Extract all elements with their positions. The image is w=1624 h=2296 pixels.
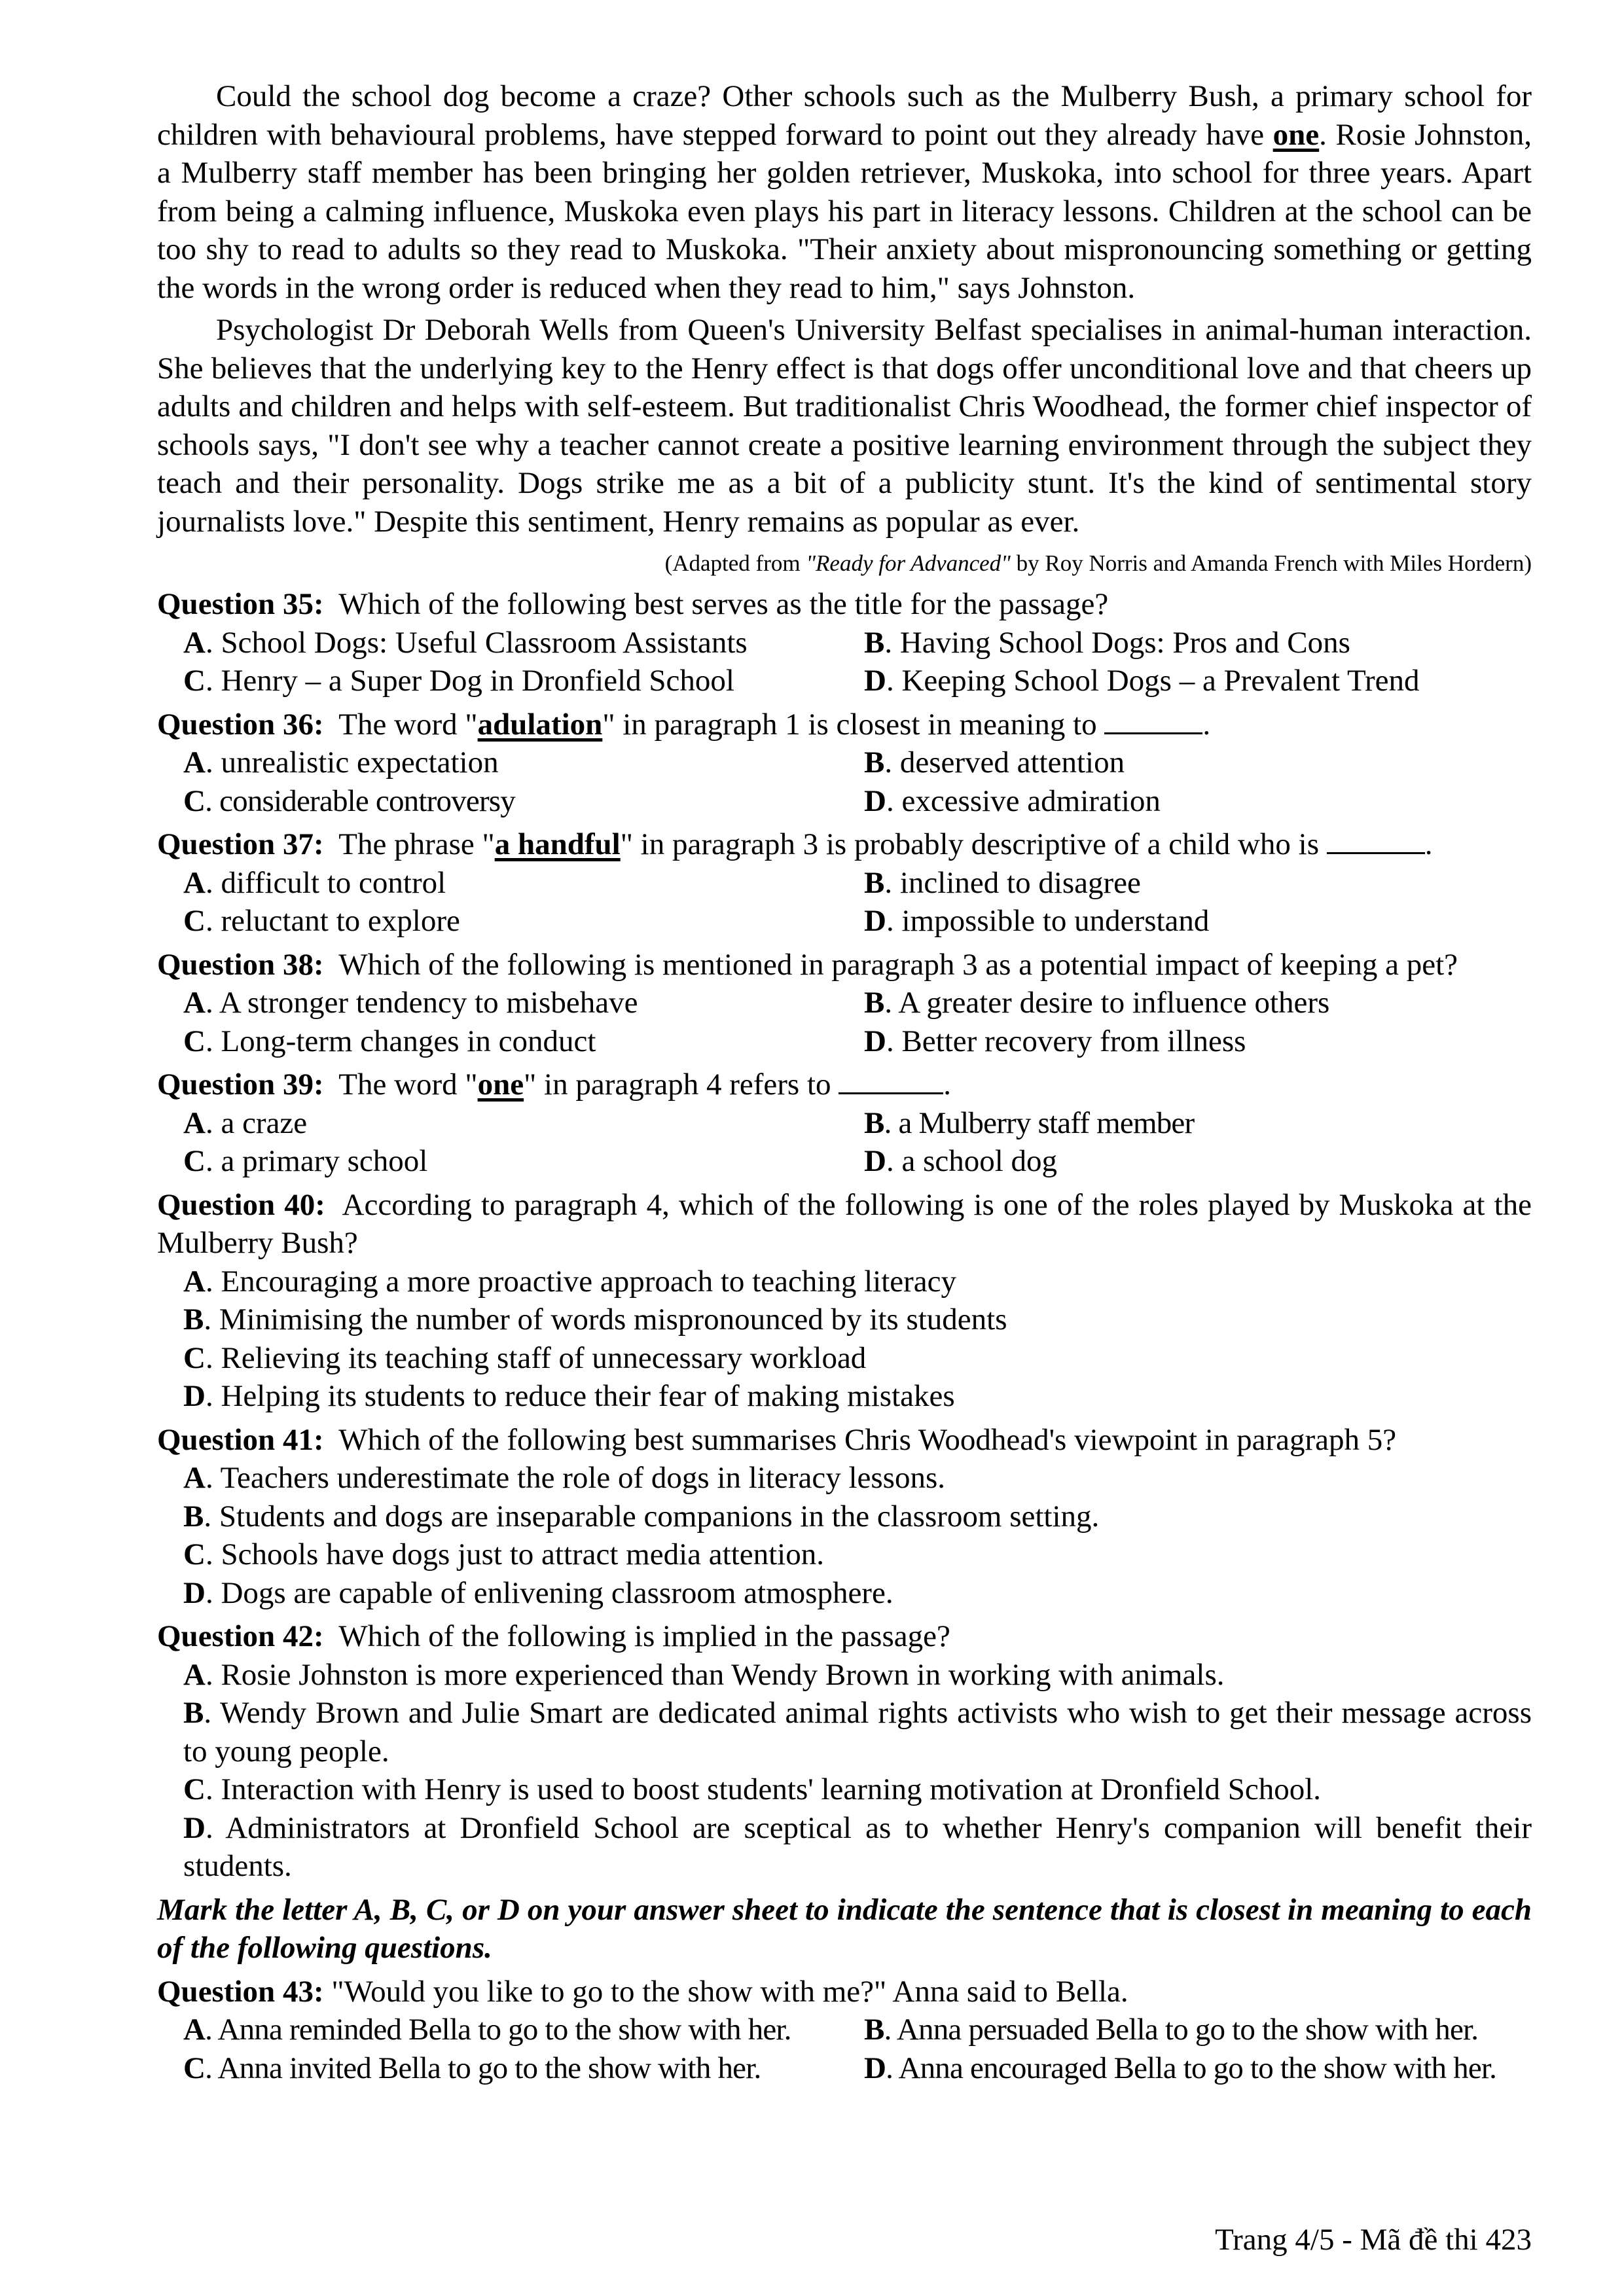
question-stem: Question 42: Which of the following is implied in the passage?: [157, 1619, 950, 1653]
option-d[interactable]: D. a school dog: [864, 1144, 1058, 1178]
option-b[interactable]: B. Anna persuaded Bella to go to the show with her.: [864, 2013, 1479, 2047]
answer-options: [157, 744, 1532, 820]
option-b[interactable]: B. Wendy Brown and Julie Smart are dedicated animal rights activists who wish to get their message across to young people.: [183, 1696, 1532, 1768]
question-42: [157, 1617, 1532, 1886]
option-d[interactable]: D. Helping its students to reduce their fear of making mistakes: [183, 1379, 955, 1413]
question-stem: Question 40: According to paragraph 4, which of the following is one of the roles played by Muskoka at the Mulberry Bush?: [157, 1187, 1532, 1260]
question-label: Question 39:: [157, 1067, 324, 1102]
question-stem: Question 38: Which of the following is mentioned in paragraph 3 as a potential impact of keeping a pet?: [157, 947, 1458, 982]
option-a[interactable]: A. difficult to control: [183, 865, 446, 900]
option-a[interactable]: A. a craze: [183, 1105, 308, 1140]
option-d[interactable]: D. Anna encouraged Bella to go to the show with her.: [864, 2051, 1497, 2085]
question-label: Question 36:: [157, 707, 324, 742]
option-b[interactable]: B. A greater desire to influence others: [864, 986, 1330, 1020]
option-b[interactable]: B. deserved attention: [864, 745, 1125, 780]
option-b[interactable]: B. Minimising the number of words mispronounced by its students: [183, 1302, 1007, 1336]
option-d[interactable]: D. Keeping School Dogs – a Prevalent Trend: [864, 664, 1420, 698]
option-a[interactable]: A. Anna reminded Bella to go to the show with her.: [183, 2013, 791, 2047]
question-38: [157, 946, 1532, 1061]
question-40: [157, 1186, 1532, 1416]
answer-blank: [1327, 826, 1425, 854]
option-c[interactable]: C. Interaction with Henry is used to boost students' learning motivation at Dronfield School.: [183, 1772, 1322, 1806]
option-d[interactable]: D. Better recovery from illness: [864, 1024, 1246, 1058]
option-a[interactable]: A. unrealistic expectation: [183, 745, 499, 780]
answer-options: [157, 1104, 1532, 1181]
question-stem: Question 37: The phrase "a handful" in paragraph 3 is probably descriptive of a child who is .: [157, 827, 1433, 861]
reading-passage: [157, 77, 1532, 580]
option-d[interactable]: D. Dogs are capable of enlivening classroom atmosphere.: [183, 1575, 893, 1610]
question-37: [157, 825, 1532, 941]
option-a[interactable]: A. A stronger tendency to misbehave: [183, 986, 638, 1020]
option-c[interactable]: C. Schools have dogs just to attract media attention.: [183, 1537, 824, 1571]
option-a[interactable]: A. School Dogs: Useful Classroom Assistants: [183, 625, 748, 660]
question-label: Question 41:: [157, 1422, 324, 1457]
question-stem: Question 39: The word "one" in paragraph 4 refers to .: [157, 1067, 952, 1102]
option-a[interactable]: A. Rosie Johnston is more experienced than Wendy Brown in working with animals.: [183, 1657, 1225, 1692]
answer-options: [157, 864, 1532, 941]
section-instruction: Mark the letter A, B, C, or D on your answer sheet to indicate the sentence that is closest in meaning to each of the following questions.: [157, 1892, 1532, 1965]
option-b[interactable]: B. Students and dogs are inseparable companions in the classroom setting.: [183, 1499, 1100, 1534]
question-41: [157, 1421, 1532, 1613]
underlined-key-phrase: a handful: [494, 827, 621, 861]
question-label: Question 37:: [157, 827, 324, 861]
question-35: [157, 585, 1532, 700]
passage-paragraph-4: Could the school dog become a craze? Other schools such as the Mulberry Bush, a primary school for children with behavioural problems, have stepped forward to point out they already have one. Rosie Johnston, a Mulberry staff member has been bringing her golden retriever, Muskoka, into school for three years. Apart from being a calming influence, Muskoka even plays his part in literacy lessons. Children at the school can be too shy to read to adults so they read to Muskoka. "Their anxiety about mispronouncing something or getting the words in the wrong order is reduced when they read to him," says Johnston.: [157, 79, 1532, 305]
option-d[interactable]: D. impossible to understand: [864, 904, 1210, 938]
question-39: [157, 1066, 1532, 1181]
underlined-key-word: one: [477, 1067, 524, 1102]
option-c[interactable]: C. a primary school: [183, 1144, 428, 1178]
answer-options: [157, 1656, 1532, 1886]
question-label: Question 35:: [157, 587, 324, 621]
option-b[interactable]: B. inclined to disagree: [864, 865, 1141, 900]
question-stem: Question 36: The word "adulation" in paragraph 1 is closest in meaning to .: [157, 707, 1211, 742]
answer-options: [157, 1459, 1532, 1612]
option-c[interactable]: C. considerable controversy: [183, 783, 515, 818]
answer-blank: [839, 1066, 943, 1094]
option-d[interactable]: D. Administrators at Dronfield School are sceptical as to whether Henry's companion will benefit their students.: [183, 1810, 1532, 1883]
question-label: Question 40:: [157, 1187, 325, 1222]
question-stem: Question 43: "Would you like to go to the show with me?" Anna said to Bella.: [157, 1974, 1128, 2009]
question-36: [157, 706, 1532, 821]
question-label: Question 43:: [157, 1974, 324, 2009]
question-stem: Question 35: Which of the following best serves as the title for the passage?: [157, 587, 1109, 621]
passage-source-citation: (Adapted from "Ready for Advanced" by Roy Norris and Amanda French with Miles Hordern): [664, 550, 1532, 576]
option-b[interactable]: B. a Mulberry staff member: [864, 1105, 1195, 1140]
exam-page: [157, 77, 1532, 2087]
underlined-key-word: adulation: [477, 707, 603, 742]
option-a[interactable]: A. Teachers underestimate the role of dogs in literacy lessons.: [183, 1461, 945, 1495]
question-label: Question 38:: [157, 947, 324, 982]
question-43: [157, 1973, 1532, 2088]
question-stem: Question 41: Which of the following best summarises Chris Woodhead's viewpoint in paragraph 5?: [157, 1422, 1397, 1457]
option-a[interactable]: A. Encouraging a more proactive approach to teaching literacy: [183, 1264, 957, 1299]
answer-options: [157, 624, 1532, 700]
answer-options: [157, 1263, 1532, 1416]
underlined-word-one: one: [1272, 117, 1320, 152]
option-c[interactable]: C. Anna invited Bella to go to the show with her.: [183, 2051, 761, 2085]
option-c[interactable]: C. reluctant to explore: [183, 904, 460, 938]
option-c[interactable]: C. Henry – a Super Dog in Dronfield School: [183, 664, 734, 698]
page-footer: Trang 4/5 - Mã đề thi 423: [1215, 2223, 1532, 2257]
answer-options: [157, 984, 1532, 1060]
source-book-title: "Ready for Advanced": [806, 550, 1011, 576]
option-c[interactable]: C. Long-term changes in conduct: [183, 1024, 596, 1058]
passage-paragraph-5: Psychologist Dr Deborah Wells from Queen's University Belfast specialises in animal-human interaction. She believes that the underlying key to the Henry effect is that dogs offer unconditional love and that cheers up adults and children and helps with self-esteem. But traditionalist Chris Woodhead, the former chief inspector of schools says, "I don't see why a teacher cannot create a positive learning environment through the subject they teach and their personality. Dogs strike me as a bit of a publicity stunt. It's the kind of sentimental story journalists love." Despite this sentiment, Henry remains as popular as ever.: [157, 313, 1532, 539]
answer-blank: [1104, 706, 1202, 734]
option-c[interactable]: C. Relieving its teaching staff of unnecessary workload: [183, 1340, 867, 1375]
question-label: Question 42:: [157, 1619, 324, 1653]
answer-options: [157, 2011, 1532, 2087]
option-b[interactable]: B. Having School Dogs: Pros and Cons: [864, 625, 1350, 660]
option-d[interactable]: D. excessive admiration: [864, 783, 1161, 818]
